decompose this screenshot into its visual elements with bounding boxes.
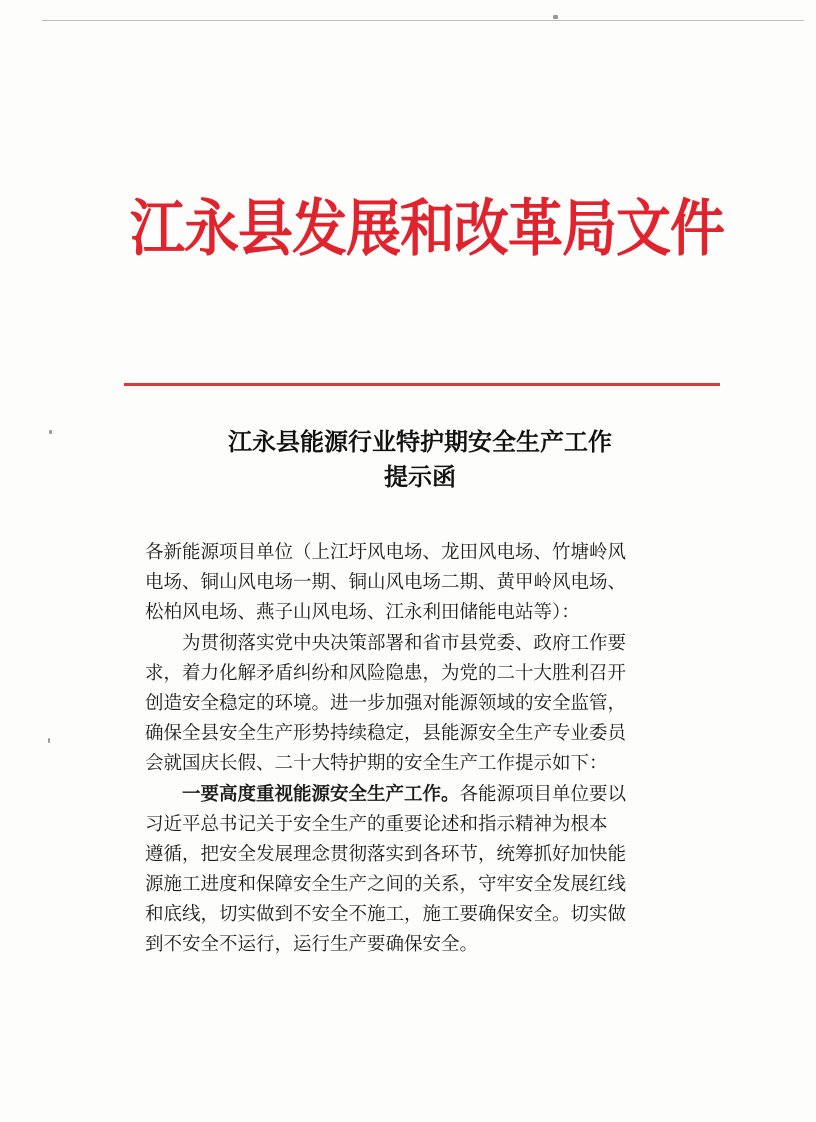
body-line: 遵循，把安全发展理念贯彻落实到各环节，统筹抓好加快能	[145, 843, 627, 865]
document-body	[145, 538, 705, 961]
body-line: 电场、铜山风电场一期、铜山风电场二期、黄甲岭风电场、	[145, 572, 627, 594]
scan-speck	[48, 738, 50, 743]
section-heading: 一要高度重视能源安全生产工作。	[182, 783, 460, 805]
body-line	[145, 780, 705, 810]
body-line: 松柏风电场、燕子山风电场、江永利田储能电站等）：	[145, 602, 580, 624]
scan-speck	[553, 15, 558, 19]
body-line: 习近平总书记关于安全生产的重要论述和指示精神为根本	[145, 813, 608, 835]
body-line: 会就国庆长假、二十大特护期的安全生产工作提示如下：	[145, 753, 608, 775]
section-text: 各能源项目单位要以	[459, 783, 627, 805]
document-title	[120, 424, 720, 494]
document-title-line: 提示函	[384, 462, 456, 491]
body-line: 到不安全不运行，运行生产要确保安全。	[145, 934, 479, 956]
masthead-title: 江永县发展和改革局文件	[130, 191, 725, 264]
body-line: 确保全县安全生产形势持续稳定，县能源安全生产专业委员	[145, 723, 627, 745]
body-line: 创造安全稳定的环境。进一步加强对能源领域的安全监管，	[145, 692, 627, 714]
body-line: 各新能源项目单位（上江圩风电场、龙田风电场、竹塘岭风	[145, 542, 627, 563]
document-title-line: 江永县能源行业特护期安全生产工作	[228, 427, 612, 456]
body-line: 源施工进度和保障安全生产之间的关系，守牢安全发展红线	[145, 874, 627, 896]
body-line: 和底线，切实做到不安全不施工，施工要确保安全。切实做	[145, 904, 627, 926]
masthead-divider	[124, 383, 720, 386]
scan-speck	[49, 430, 52, 434]
scan-edge-line	[42, 20, 804, 21]
body-line: 求，着力化解矛盾纠纷和风险隐患，为党的二十大胜利召开	[145, 662, 627, 684]
body-line: 为贯彻落实党中央决策部署和省市县党委、政府工作要	[182, 632, 627, 654]
